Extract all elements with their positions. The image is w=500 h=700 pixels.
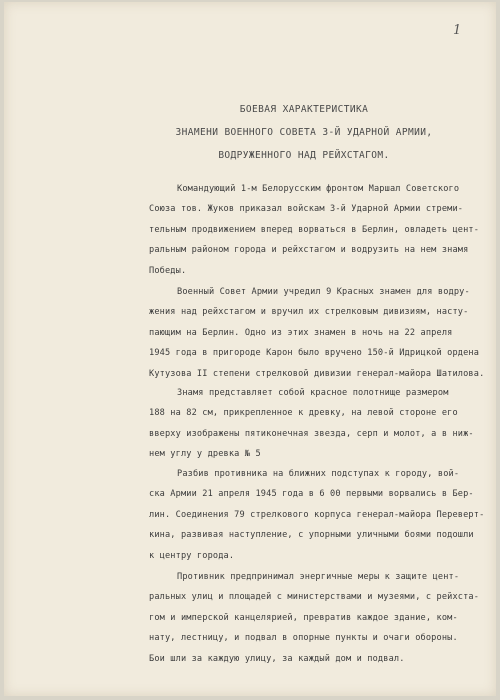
text-line: лин. Соединения 79 стрелкового корпуса генерал-майора Переверт- [149, 509, 485, 520]
text-line: ральным районом города и рейхстагом и водрузить на нем знамя [149, 245, 469, 256]
text-line: Союза тов. Жуков приказал войскам 3-й Ударной Армии стреми- [149, 204, 464, 215]
page-number: 1 [453, 23, 462, 38]
text-line: Противник предпринимал энергичные меры к защите цент- [177, 572, 460, 582]
title-line-2: ЗНАМЕНИ ВОЕННОГО СОВЕТА 3-Й УДАРНОЙ АРМИИ, [175, 127, 433, 138]
text-line: нем углу у древка № 5 [149, 449, 261, 460]
text-line: Военный Совет Армии учредил 9 Красных знамен для водру- [177, 287, 470, 297]
document-page [4, 2, 496, 696]
title-line-3: ВОДРУЖЕННОГО НАД РЕЙХСТАГОМ. [218, 150, 390, 161]
text-line: Разбив противника на ближних подступах к городу, вой- [177, 469, 460, 479]
text-line: Знамя представляет собой красное полотнище размером [177, 388, 449, 398]
paragraph-3 [149, 383, 489, 465]
text-line: Бои шли за каждую улицу, за каждый дом и подвал. [149, 653, 405, 664]
text-line: к центру города. [149, 550, 235, 561]
text-line: Победы. [149, 265, 187, 276]
text-line: ральных улиц и площадей с министерствами и музеями, с рейхста- [149, 592, 480, 603]
paragraph-5 [149, 567, 489, 669]
text-line: кина, развивая наступление, с упорными уличными боями подошли [149, 530, 474, 541]
document-title [134, 98, 474, 167]
text-line: ска Армии 21 апреля 1945 года в 6 00 первыми ворвались в Бер- [149, 489, 474, 500]
text-line: нату, лестницу, и подвал в опорные пункты и очаги обороны. [149, 633, 458, 644]
paragraph-1 [149, 179, 489, 281]
text-line: тельным продвижением вперед ворваться в Берлин, овладеть цент- [149, 224, 480, 235]
text-line: Командующий 1-м Белорусским фронтом Маршал Советского [177, 184, 460, 194]
text-line: 1945 года в пригороде Карон было вручено 150-й Идрицкой ордена [149, 348, 480, 359]
text-line: вверху изображены пятиконечная звезда, серп и молот, а в ниж- [149, 428, 474, 439]
text-line: Кутузова II степени стрелковой дивизии генерал-майора Шатилова. [149, 368, 485, 379]
text-line: жения над рейхстагом и вручил их стрелковым дивизиям, насту- [149, 307, 469, 318]
text-line: гом и имперской канцелярией, превратив каждое здание, ком- [149, 612, 458, 623]
title-line-1: БОЕВАЯ ХАРАКТЕРИСТИКА [239, 104, 369, 115]
text-line: 188 на 82 см, прикрепленное к древку, на левой стороне его [149, 408, 458, 419]
paragraph-4 [149, 464, 489, 566]
text-line: пающим на Берлин. Одно из этих знамен в ночь на 22 апреля [149, 327, 453, 338]
paragraph-2 [149, 282, 489, 384]
